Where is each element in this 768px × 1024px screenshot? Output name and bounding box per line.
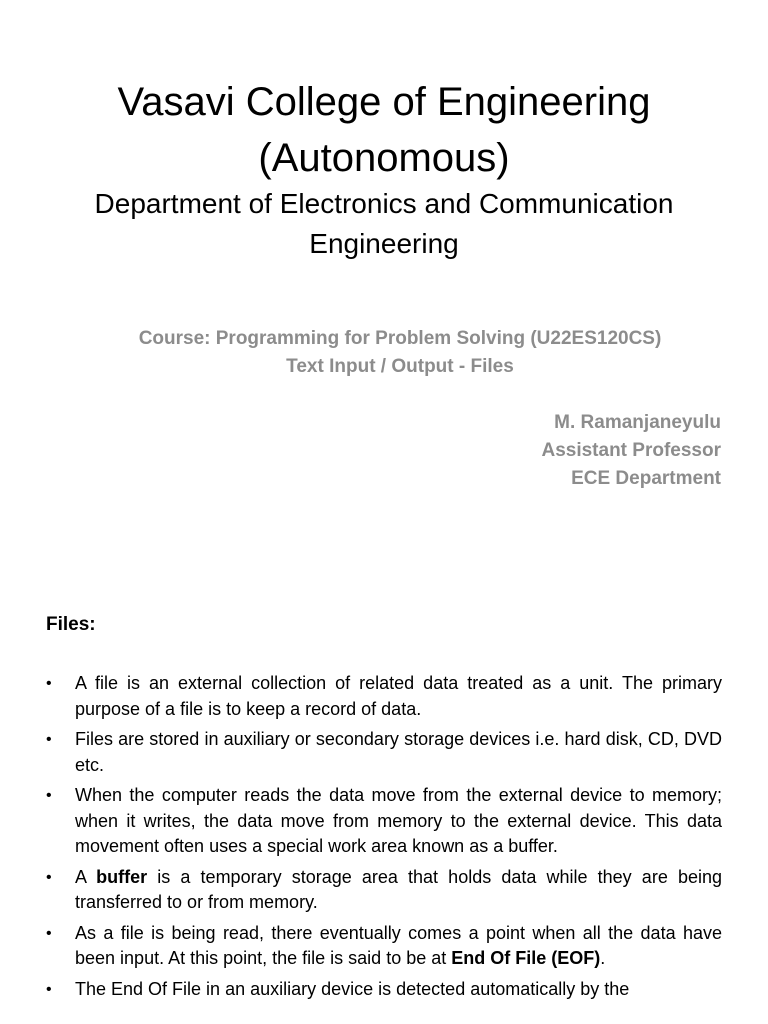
bullet-text-part: A — [75, 866, 97, 887]
bullet-icon: • — [46, 675, 52, 692]
bold-term-buffer: buffer — [96, 866, 148, 887]
bold-term-eof: End Of File (EOF) — [451, 948, 601, 968]
list-item — [46, 865, 722, 916]
bullet-icon: • — [46, 868, 52, 886]
author-name: M. Ramanjaneyulu — [554, 412, 721, 433]
bullet-list — [46, 671, 722, 1007]
bullet-text-part: As a file is being read, there eventually comes a point when all the data have been input. At this point, the file is said to be at — [75, 922, 722, 968]
bullet-text-part: . — [600, 948, 606, 968]
course-info — [0, 325, 768, 381]
bullet-text: When the computer reads the data move from the external device to memory; when it writes, the data move from memory to the external device. This data movement often uses a special work area known as a buffer. — [75, 785, 722, 856]
files-slide — [0, 600, 768, 1024]
list-item — [46, 921, 722, 972]
bullet-text: A file is an external collection of related data treated as a unit. The primary purpose of a file is to keep a record of data. — [75, 673, 722, 719]
author-department: ECE Department — [571, 468, 721, 489]
bullet-text-part: is a temporary storage area that holds data while they are being transferred to or from memory. — [75, 866, 722, 912]
list-item — [46, 671, 722, 722]
bullet-icon: • — [46, 924, 52, 942]
list-item — [46, 783, 722, 860]
topic-name: Text Input / Output - Files — [286, 356, 514, 377]
author-role: Assistant Professor — [541, 440, 721, 461]
section-heading: Files: — [46, 614, 96, 635]
list-item — [46, 977, 722, 1003]
college-title-line2: (Autonomous) — [258, 136, 510, 180]
course-name: Course: Programming for Problem Solving (U22ES120CS) — [138, 328, 662, 349]
bullet-icon: • — [46, 787, 52, 804]
author-info — [541, 409, 721, 493]
bullet-text: Files are stored in auxiliary or secondary storage devices i.e. hard disk, CD, DVD etc. — [75, 729, 722, 775]
bullet-icon: • — [46, 731, 52, 748]
college-title-line1: Vasavi College of Engineering — [117, 80, 651, 124]
college-title — [0, 74, 768, 186]
department-line1: Department of Electronics and Communication — [94, 188, 674, 219]
bullet-icon: • — [46, 980, 52, 998]
department-line2: Engineering — [309, 228, 459, 259]
list-item — [46, 727, 722, 778]
bullet-text: The End Of File in an auxiliary device is detected automatically by the — [75, 978, 630, 999]
department-name — [40, 184, 728, 264]
